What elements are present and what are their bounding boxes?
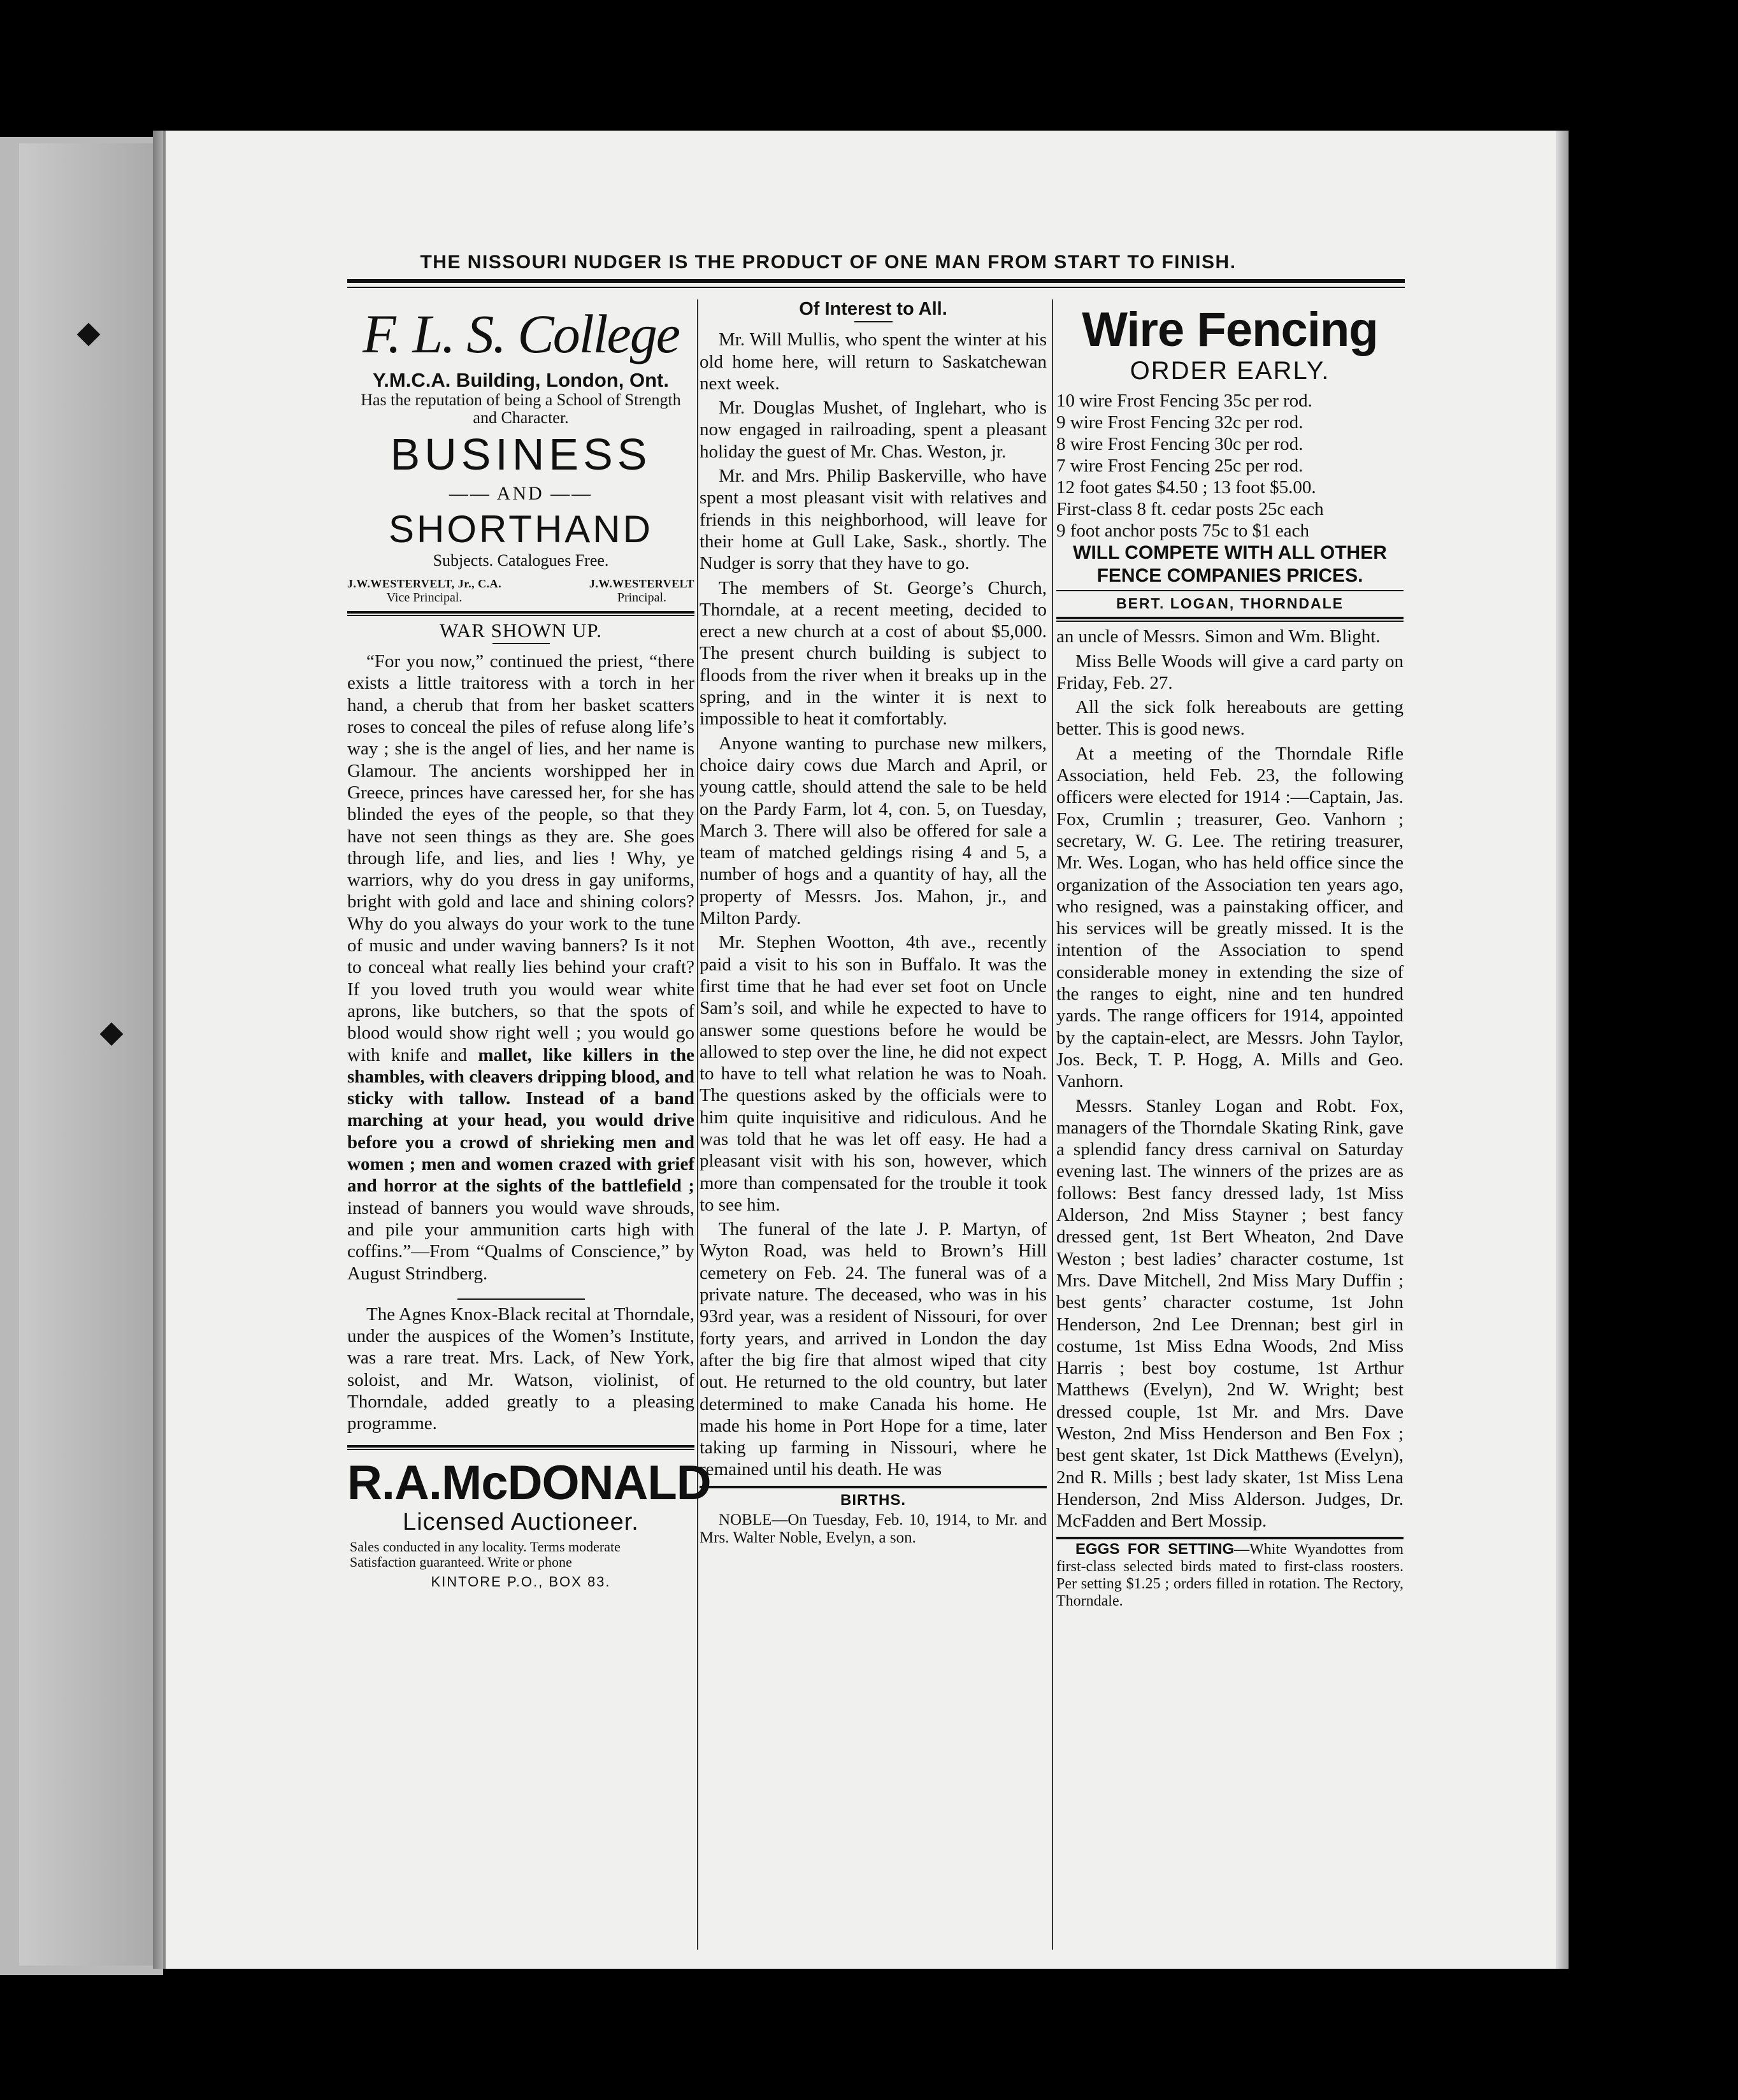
recital-paragraph: The Agnes Knox-Black recital at Thorndale, under the auspices of the Women’s Institute, was a rare treat. Mrs. Lack, of New York, soloist, and Mr. Watson, violinist, of Thorndale, added greatly to a pleasing programme. [347,1304,694,1434]
article-text-bold: mallet, like killers in the shambles, with cleavers dripping blood, and sticky with tallow. Instead of a band marching at your head, you would drive before you a crowd of shrieking men and women ; men and women crazed with grief and horror at the sights of the battlefield ; [347,1044,695,1197]
auctioneer-name: R.A.McDONALD [347,1455,711,1510]
divider [700,1486,1047,1488]
article-body [347,651,694,1284]
college-name: F. L. S. College [363,303,679,364]
college-shorthand: SHORTHAND [389,507,653,550]
college-subjects: Subjects. Catalogues Free. [433,550,609,570]
divider [347,611,694,614]
top-rule [347,279,1405,283]
births-notice: NOBLE—On Tuesday, Feb. 10, 1914, to Mr. and Mrs. Walter Noble, Evelyn, a son. [700,1511,1047,1547]
news-item: Anyone wanting to purchase new milkers, choice dairy cows due March and April, or young cattle, should attend the sale to be held on the Pardy Farm, lot 4, con. 5, on Tuesday, March 3. There will also be offered for sale a team of matched geldings rising 4 and 5, a number of hogs and a quantity of hay, all the property of Messrs. Jos. Mahon, jr., and Milton Pardy. [700,733,1047,929]
auctioneer-address: KINTORE P.O., BOX 83. [431,1573,611,1590]
eggs-notice [1056,1541,1404,1610]
column-separator [697,299,698,1950]
heading-rule [854,321,893,322]
principal-title: Principal. [617,590,667,605]
fencing-ad [1056,303,1404,614]
college-building: Y.M.C.A. Building, London, Ont. [373,369,669,391]
college-ad [347,302,694,605]
divider [1056,617,1404,619]
heading-rule [492,643,550,644]
auctioneer-title: Licensed Auctioneer. [403,1508,639,1535]
news-item: Mr. and Mrs. Philip Baskerville, who have spent a most pleasant visit with relatives and friends in this neighborhood, will leave for their home at Gull Lake, Sask., shortly. The Nudger is sorry that they have to go. [700,466,1047,574]
fencing-seller: BERT. LOGAN, THORNDALE [1116,595,1344,612]
news-item: At a meeting of the Thorndale Rifle Association, held Feb. 23, the following officers were elected for 1914 :—Captain, Jas. Fox, Crumlin ; treasurer, Geo. Vanhorn ; secretary, W. G. Lee. The retiring treasurer, Mr. Wes. Logan, who has held office since the organization of the Association ten years ago, who resigned, was a painstaking officer, and his services will be greatly missed. It is the intention of the Association to spend considerable money in extending the size of the ranges to eight, nine and ten hundred yards. The range officers for 1914, appointed by the captain-elect, are Messrs. John Taylor, Jos. Beck, T. P. Hogg, A. Mills and Geo. Vanhorn. [1056,743,1404,1092]
college-reputation: Has the reputation of being a School of Strength and Character. [361,391,681,428]
auctioneer-terms-line: Satisfaction guaranteed. Write or phone [350,1553,572,1570]
eggs-text: —White Wyandottes from first-class selected birds mated to first-class roosters. Per setting $1.25 ; orders filled in rotation. The Rectory, Thorndale. [1056,1541,1404,1610]
divider [1056,590,1404,591]
fencing-price: 12 foot gates $4.50 ; 13 foot $5.00. [1056,477,1316,498]
news-item: Mr. Stephen Wootton, 4th ave., recently paid a visit to his son in Buffalo. It was the first time that he had ever set foot on Uncle Sam’s soil, and while he expected to have to answer some questions before he would be allowed to step over the line, he did not expect to have to tell what relation he was to Noah. The questions asked by the officials were to him quite inquisitive and ridiculous. And he was told that he was let off easy. He had a pleasant visit with his son, however, which more than compensated for the trouble it took to see him. [700,932,1047,1215]
news-item: an uncle of Messrs. Simon and Wm. Blight. [1056,626,1381,647]
fencing-price: 10 wire Frost Fencing 35c per rod. [1056,391,1312,411]
column-1 [347,298,711,1593]
auctioneer-ad [347,1455,711,1593]
article-text: instead of banners you would wave shrouds, and pile your ammunition carts high with coffins.”—From “Qualms of Conscience,” by August Strindberg. [347,1197,694,1284]
fencing-price: 9 foot anchor posts 75c to $1 each [1056,521,1310,541]
article-heading: WAR SHOWN UP. [440,619,602,642]
fencing-price: 7 wire Frost Fencing 25c per rod. [1056,456,1304,476]
auctioneer-terms-line: Sales conducted in any locality. Terms moderate [350,1538,621,1555]
fencing-price: First-class 8 ft. cedar posts 25c each [1056,499,1324,519]
college-business: BUSINESS [390,429,652,480]
college-principals [347,577,694,605]
divider [347,1445,694,1448]
divider [1056,1537,1404,1539]
divider [457,1298,585,1300]
college-and: —— AND —— [449,483,593,505]
eggs-label: EGGS FOR SETTING [1075,1541,1235,1558]
divider [347,615,694,616]
page-edge [1556,131,1569,1969]
top-rule-thin [347,287,1405,288]
column-3 [1056,298,1404,1613]
news-item: Messrs. Stanley Logan and Robt. Fox, managers of the Thorndale Skating Rink, gave a splendid fancy dress carnival on Saturday evening last. The winners of the prizes are as follows: Best fancy dressed lady, 1st Miss Alderson, 2nd Miss Stayner ; best fancy dressed gent, 1st Bert Wheaton, 2nd Dave Weston ; best ladies’ character costume, 1st Mrs. Dave Mitchell, 2nd Miss Mary Duffin ; best gents’ character costume, 1st John Henderson, 2nd Lee Drennan; best girl in costume, 1st Miss Edna Woods, 2nd Miss Harris ; best boy costume, 1st Arthur Matthews (Evelyn), 2nd W. Wright; best dressed couple, 1st Mr. and Mrs. Dave Weston, 2nd Miss Henderson and Ben Fox ; best gent skater, 1st Dick Matthews (Evelyn), 2nd R. Mills ; best lady skater, 1st Miss Lena Henderson, 2nd Miss Alderson. Judges, Dr. McFadden and Bert Mossip. [1056,1095,1404,1532]
news-item: The funeral of the late J. P. Martyn, of Wyton Road, was held to Brown’s Hill cemetery on Feb. 24. The funeral was of a private nature. The deceased, who was in his 93rd year, was a resident of Nissouri, for over forty years, and arrived in London the day after the big fire that almost wiped that city out. He returned to the old country, but later determined to make Canada his home. He made his home in Port Hope for a time, later taking up farming in Nissouri, where he remained until his death. He was [700,1219,1047,1480]
auctioneer-terms [347,1539,694,1570]
article-text: “For you now,” continued the priest, “there exists a little traitoress with a torch in her hand, a cherub that from her basket scatters roses to conceal the piles of refuse along life’s way ; she is the angel of lies, and her name is Glamour. The ancients worshipped her in Greece, princes have caressed her, for she has blinded the eyes of the people, so that they have not seen things as they are. She goes through life, and lies, and lies ! Why, ye warriors, why do you dress in gay uniforms, bright with gold and lace and shining colors? Why do you always do your work to the tune of music and under waving banners? Is it not to conceal what really lies behind your craft? If you loved truth you would wear white aprons, like butchers, so that the spots of blood would show right well ; you would go with knife and [347,651,694,1065]
fencing-compete: WILL COMPETE WITH ALL OTHER FENCE COMPANIES PRICES. [1073,542,1387,586]
vice-principal-name: J.W.WESTERVELT, Jr., C.A. [347,577,502,590]
fencing-title: Wire Fencing [1082,303,1378,357]
news-item: The members of St. George’s Church, Thorndale, at a recent meeting, decided to erect a new church at a cost of about $5,000. The present church building is subject to floods from the river when it breaks up in the spring, and in the winter it is next to impossible to heat it comfortably. [700,577,1047,730]
fencing-price: 9 wire Frost Fencing 32c per rod. [1056,412,1304,433]
births-heading: BIRTHS. [840,1491,906,1509]
news-item: Miss Belle Woods will give a card party on Friday, Feb. 27. [1056,651,1404,693]
section-heading: Of Interest to All. [799,299,947,319]
fencing-price: 8 wire Frost Fencing 30c per rod. [1056,434,1304,454]
masthead-banner: THE NISSOURI NUDGER IS THE PRODUCT OF ONE MAN FROM START TO FINISH. [420,252,1237,273]
principal-name: J.W.WESTERVELT [589,577,694,590]
divider [1056,621,1404,622]
fencing-subtitle: ORDER EARLY. [1130,357,1330,385]
news-item: Mr. Will Mullis, who spent the winter at his old home here, will return to Saskatchewan next week. [700,329,1047,394]
news-item: All the sick folk hereabouts are getting better. This is good news. [1056,697,1404,740]
news-item: Mr. Douglas Mushet, of Inglehart, who is now engaged in railroading, spent a pleasant holiday the guest of Mr. Chas. Weston, jr. [700,398,1047,462]
left-page-inner [19,143,156,1966]
column-separator [1052,299,1053,1950]
divider [347,1449,694,1450]
column-2 [700,298,1047,1550]
vice-principal-title: Vice Principal. [386,590,463,605]
